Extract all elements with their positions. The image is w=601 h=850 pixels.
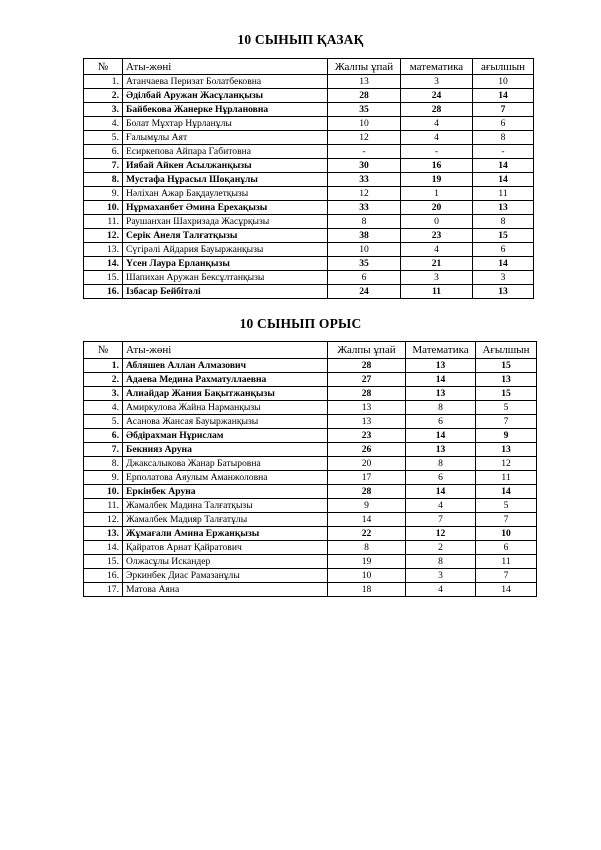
row-number: 8. (84, 457, 123, 471)
table-row (84, 173, 534, 187)
total-score: 28 (328, 359, 406, 373)
table-row (84, 243, 534, 257)
total-score: 33 (328, 201, 401, 215)
math-score: 6 (406, 471, 476, 485)
math-score: 1 (401, 187, 473, 201)
total-score: 33 (328, 173, 401, 187)
math-score: 13 (406, 443, 476, 457)
table-row (84, 103, 534, 117)
total-score: 14 (328, 513, 406, 527)
math-score: 7 (406, 513, 476, 527)
english-score: 10 (476, 527, 537, 541)
table-row (84, 373, 537, 387)
results-table (83, 58, 534, 299)
math-score: 0 (401, 215, 473, 229)
row-number: 12. (84, 229, 123, 243)
total-score: 17 (328, 471, 406, 485)
student-name: Мустафа Нұрасыл Шоқанұлы (123, 173, 328, 187)
student-name: Амиркулова Жайна Нарманқызы (123, 401, 328, 415)
math-score: 3 (406, 569, 476, 583)
math-score: 8 (406, 555, 476, 569)
math-score: 4 (401, 131, 473, 145)
total-score: 13 (328, 75, 401, 89)
row-number: 12. (84, 513, 123, 527)
column-header-number: № (84, 342, 123, 359)
row-number: 6. (84, 145, 123, 159)
row-number: 10. (84, 485, 123, 499)
column-header-math: Математика (406, 342, 476, 359)
total-score: 9 (328, 499, 406, 513)
student-name: Джаксалыкова Жанар Батыровна (123, 457, 328, 471)
table-row (84, 75, 534, 89)
math-score: 13 (406, 387, 476, 401)
english-score: 5 (476, 499, 537, 513)
table-row (84, 359, 537, 373)
row-number: 3. (84, 103, 123, 117)
english-score: 6 (473, 243, 534, 257)
table-row (84, 429, 537, 443)
student-name: Байбекова Жанерке Нұрлановна (123, 103, 328, 117)
student-name: Қайратов Арнат Қайратович (123, 541, 328, 555)
english-score: 13 (473, 285, 534, 299)
student-name: Әділбай Аружан Жасұланқызы (123, 89, 328, 103)
row-number: 5. (84, 131, 123, 145)
student-name: Әбдірахман Нұрислам (123, 429, 328, 443)
math-score: 24 (401, 89, 473, 103)
row-number: 7. (84, 159, 123, 173)
student-name: Есиркепова Айпара Габитовна (123, 145, 328, 159)
table-row (84, 257, 534, 271)
english-score: - (473, 145, 534, 159)
table-row (84, 159, 534, 173)
row-number: 7. (84, 443, 123, 457)
student-name: Жұмағали Амина Ержанқызы (123, 527, 328, 541)
total-score: 28 (328, 387, 406, 401)
total-score: 22 (328, 527, 406, 541)
table-row (84, 527, 537, 541)
student-name: Раушанхан Шахризада Жасұрқызы (123, 215, 328, 229)
row-number: 2. (84, 373, 123, 387)
english-score: 14 (473, 257, 534, 271)
math-score: 4 (401, 243, 473, 257)
math-score: 14 (406, 485, 476, 499)
table-row (84, 583, 537, 597)
row-number: 3. (84, 387, 123, 401)
student-name: Матова Аяна (123, 583, 328, 597)
table-row (84, 513, 537, 527)
math-score: 13 (406, 359, 476, 373)
table-row (84, 145, 534, 159)
math-score: 3 (401, 271, 473, 285)
math-score: 19 (401, 173, 473, 187)
math-score: 4 (406, 499, 476, 513)
english-score: 7 (476, 513, 537, 527)
table-row (84, 485, 537, 499)
row-number: 11. (84, 499, 123, 513)
student-name: Атанчаева Перизат Болатбековна (123, 75, 328, 89)
row-number: 17. (84, 583, 123, 597)
row-number: 1. (84, 359, 123, 373)
student-name: Шапихан Аружан Бексұлтанқызы (123, 271, 328, 285)
total-score: 26 (328, 443, 406, 457)
row-number: 9. (84, 471, 123, 485)
english-score: 7 (476, 569, 537, 583)
student-name: Болат Мұхтар Нұрланұлы (123, 117, 328, 131)
english-score: 11 (476, 555, 537, 569)
table-row (84, 285, 534, 299)
student-name: Үсен Лаура Ерланқызы (123, 257, 328, 271)
total-score: 12 (328, 187, 401, 201)
english-score: 13 (473, 201, 534, 215)
table-row (84, 401, 537, 415)
english-score: 14 (473, 159, 534, 173)
table-title: 10 СЫНЫП ҚАЗАҚ (237, 32, 364, 47)
table-row (84, 131, 534, 145)
total-score: 8 (328, 541, 406, 555)
table-row (84, 457, 537, 471)
english-score: 11 (476, 471, 537, 485)
table-row (84, 387, 537, 401)
math-score: 14 (406, 373, 476, 387)
student-name: Ерполатова Аяулым Аманжоловна (123, 471, 328, 485)
english-score: 7 (476, 415, 537, 429)
student-name: Эркинбек Диас Рамазанұлы (123, 569, 328, 583)
table-row (84, 443, 537, 457)
table-row (84, 569, 537, 583)
english-score: 15 (476, 387, 537, 401)
column-header-math: математика (401, 59, 473, 75)
student-name: Асанова Жансая Бауыржанқызы (123, 415, 328, 429)
math-score: 16 (401, 159, 473, 173)
total-score: 38 (328, 229, 401, 243)
student-name: Жамалбек Мадияр Талғатұлы (123, 513, 328, 527)
english-score: 11 (473, 187, 534, 201)
table-header-row (84, 342, 537, 359)
student-name: Ғалымұлы Аят (123, 131, 328, 145)
english-score: 6 (476, 541, 537, 555)
english-score: 6 (473, 117, 534, 131)
table-row (84, 271, 534, 285)
row-number: 8. (84, 173, 123, 187)
table-row (84, 415, 537, 429)
english-score: 5 (476, 401, 537, 415)
row-number: 4. (84, 117, 123, 131)
table-row (84, 499, 537, 513)
english-score: 15 (473, 229, 534, 243)
total-score: 23 (328, 429, 406, 443)
row-number: 13. (84, 527, 123, 541)
row-number: 15. (84, 271, 123, 285)
english-score: 14 (476, 583, 537, 597)
row-number: 16. (84, 285, 123, 299)
column-header-english: Ағылшын (476, 342, 537, 359)
table-row (84, 555, 537, 569)
math-score: 14 (406, 429, 476, 443)
english-score: 3 (473, 271, 534, 285)
math-score: 6 (406, 415, 476, 429)
table-row (84, 541, 537, 555)
total-score: 12 (328, 131, 401, 145)
results-table (83, 341, 537, 597)
column-header-total: Жалпы ұпай (328, 59, 401, 75)
total-score: 35 (328, 103, 401, 117)
row-number: 15. (84, 555, 123, 569)
row-number: 9. (84, 187, 123, 201)
total-score: 35 (328, 257, 401, 271)
total-score: 24 (328, 285, 401, 299)
total-score: 10 (328, 569, 406, 583)
student-name: Еркінбек Аруна (123, 485, 328, 499)
math-score: 3 (401, 75, 473, 89)
student-name: Адаева Медина Рахматуллаевна (123, 373, 328, 387)
student-name: Жамалбек Мадина Талғатқызы (123, 499, 328, 513)
english-score: 10 (473, 75, 534, 89)
total-score: 6 (328, 271, 401, 285)
math-score: 11 (401, 285, 473, 299)
student-name: Олжасұлы Искандер (123, 555, 328, 569)
row-number: 6. (84, 429, 123, 443)
total-score: 18 (328, 583, 406, 597)
total-score: 10 (328, 243, 401, 257)
english-score: 8 (473, 131, 534, 145)
table-row (84, 471, 537, 485)
row-number: 2. (84, 89, 123, 103)
math-score: 23 (401, 229, 473, 243)
math-score: 20 (401, 201, 473, 215)
table-row (84, 215, 534, 229)
math-score: 12 (406, 527, 476, 541)
student-name: Серік Анеля Талғатқызы (123, 229, 328, 243)
math-score: - (401, 145, 473, 159)
student-name: Ізбасар Бейбітәлі (123, 285, 328, 299)
english-score: 8 (473, 215, 534, 229)
row-number: 13. (84, 243, 123, 257)
english-score: 13 (476, 443, 537, 457)
row-number: 14. (84, 257, 123, 271)
english-score: 14 (473, 89, 534, 103)
total-score: 28 (328, 485, 406, 499)
english-score: 9 (476, 429, 537, 443)
table-row (84, 89, 534, 103)
column-header-name: Аты-жөні (123, 59, 328, 75)
row-number: 4. (84, 401, 123, 415)
student-name: Иябай Айкен Асылжанқызы (123, 159, 328, 173)
math-score: 21 (401, 257, 473, 271)
student-name: Сүгірәлі Айдария Бауыржанқызы (123, 243, 328, 257)
total-score: - (328, 145, 401, 159)
math-score: 28 (401, 103, 473, 117)
table-row (84, 117, 534, 131)
math-score: 8 (406, 457, 476, 471)
table-row (84, 229, 534, 243)
table-title: 10 СЫНЫП ОРЫС (239, 316, 362, 331)
row-number: 10. (84, 201, 123, 215)
total-score: 10 (328, 117, 401, 131)
total-score: 8 (328, 215, 401, 229)
student-name: Алиайдар Жания Бақытжанқызы (123, 387, 328, 401)
english-score: 12 (476, 457, 537, 471)
total-score: 13 (328, 415, 406, 429)
student-name: Нұрмаханбет Әмина Ерехақызы (123, 201, 328, 215)
column-header-number: № (84, 59, 123, 75)
math-score: 8 (406, 401, 476, 415)
english-score: 7 (473, 103, 534, 117)
total-score: 28 (328, 89, 401, 103)
table-row (84, 201, 534, 215)
total-score: 27 (328, 373, 406, 387)
row-number: 14. (84, 541, 123, 555)
student-name: Бекнияз Аруна (123, 443, 328, 457)
math-score: 4 (406, 583, 476, 597)
total-score: 13 (328, 401, 406, 415)
total-score: 20 (328, 457, 406, 471)
english-score: 14 (476, 485, 537, 499)
english-score: 14 (473, 173, 534, 187)
column-header-english: ағылшын (473, 59, 534, 75)
table-header-row (84, 59, 534, 75)
student-name: Абляшев Аллан Алмазович (123, 359, 328, 373)
column-header-name: Аты-жөні (123, 342, 328, 359)
row-number: 16. (84, 569, 123, 583)
total-score: 19 (328, 555, 406, 569)
total-score: 30 (328, 159, 401, 173)
row-number: 1. (84, 75, 123, 89)
column-header-total: Жалпы ұпай (328, 342, 406, 359)
student-name: Нәліхан Ажар Бақдаулетқызы (123, 187, 328, 201)
table-row (84, 187, 534, 201)
math-score: 4 (401, 117, 473, 131)
row-number: 5. (84, 415, 123, 429)
english-score: 15 (476, 359, 537, 373)
english-score: 13 (476, 373, 537, 387)
math-score: 2 (406, 541, 476, 555)
row-number: 11. (84, 215, 123, 229)
